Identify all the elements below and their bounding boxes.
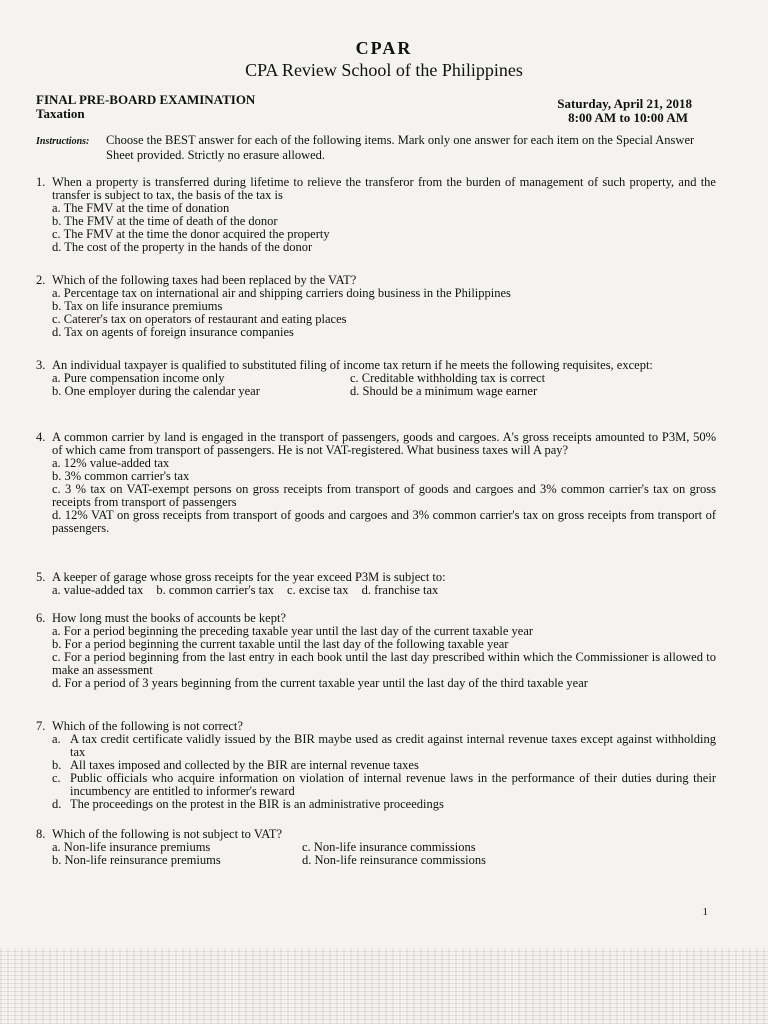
question-number: 1.	[36, 175, 46, 189]
option: b. One employer during the calendar year	[52, 384, 260, 398]
option: c. Creditable withholding tax is correct	[350, 371, 546, 385]
option: a. For a period beginning the preceding taxable year until the last day of the current taxable year	[52, 624, 534, 638]
option: a. Non-life insurance premiums	[52, 840, 211, 854]
option: A tax credit certificate validly issued by the BIR maybe used as credit against internal revenue taxes except against withholding tax	[70, 732, 716, 759]
option: b. common carrier's tax	[156, 583, 274, 597]
question-stem: Which of the following is not subject to VAT?	[52, 827, 283, 841]
option: b. 3% common carrier's tax	[52, 469, 190, 483]
option: c. For a period beginning from the last entry in each book until the last day prescribed within which the Commissioner is allowed to make an assessment	[52, 650, 716, 677]
option: All taxes imposed and collected by the BIR are internal revenue taxes	[70, 758, 419, 772]
option: c. The FMV at the time the donor acquired the property	[52, 227, 330, 241]
exam-subject: Taxation	[36, 106, 85, 121]
option-letter: c.	[52, 771, 61, 785]
option: d. Tax on agents of foreign insurance companies	[52, 325, 294, 339]
question-stem: A keeper of garage whose gross receipts for the year exceed P3M is subject to:	[52, 570, 446, 584]
option: a. Percentage tax on international air and shipping carriers doing business in the Philippines	[52, 286, 511, 300]
option: c. Caterer's tax on operators of restaurant and eating places	[52, 312, 347, 326]
question-stem: An individual taxpayer is qualified to substituted filing of income tax return if he meets the following requisites, except:	[52, 358, 653, 372]
option-letter: a.	[52, 732, 61, 746]
scan-noise-strip	[0, 948, 768, 1024]
option: a. Pure compensation income only	[52, 371, 225, 385]
page-number: 1	[702, 906, 708, 918]
question-8	[36, 828, 716, 867]
question-3	[36, 359, 716, 398]
question-stem: Which of the following taxes had been replaced by the VAT?	[52, 273, 357, 287]
question-number: 6.	[36, 611, 46, 625]
option: b. The FMV at the time of death of the donor	[52, 214, 278, 228]
question-stem: A common carrier by land is engaged in the transport of passengers, goods and cargoes. A's gross receipts amounted to P3M, 50% of which came from transport of passengers. He is not VAT-registered. What business taxes will A pay?	[52, 430, 716, 457]
option: c. 3 % tax on VAT-exempt persons on gross receipts from transport of goods and cargoes and 3% common carrier's tax on gross receipts from transport of passengers	[52, 482, 716, 509]
exam-date: Saturday, April 21, 2018	[557, 96, 692, 111]
option: b. For a period beginning the current taxable until the last day of the following taxable year	[52, 637, 509, 651]
instructions-text: Choose the BEST answer for each of the following items. Mark only one answer for each item on the Special Answer Sheet provided. Strictly no erasure allowed.	[106, 133, 695, 162]
option-letter: b.	[52, 758, 62, 772]
option: d. franchise tax	[361, 583, 439, 597]
question-number: 3.	[36, 358, 46, 372]
option: c. excise tax	[287, 583, 349, 597]
question-number: 2.	[36, 273, 46, 287]
question-number: 5.	[36, 570, 46, 584]
option: b. Tax on life insurance premiums	[52, 299, 223, 313]
option-letter: d.	[52, 797, 62, 811]
option: The proceedings on the protest in the BIR is an administrative proceedings	[70, 797, 444, 811]
org-subtitle: CPA Review School of the Philippines	[245, 60, 523, 80]
exam-time: 8:00 AM to 10:00 AM	[568, 110, 688, 125]
option: Public officials who acquire information on violation of internal revenue laws in the performance of their duties during their incumbency are entitled to informer's reward	[70, 771, 716, 798]
instructions-label: Instructions:	[36, 136, 90, 147]
option: a. value-added tax	[52, 583, 144, 597]
option: d. Should be a minimum wage earner	[350, 384, 538, 398]
question-stem: When a property is transferred during lifetime to relieve the transferor from the burden of management of such property, and the transfer is subject to tax, the basis of the tax is	[52, 175, 716, 202]
option: c. Non-life insurance commissions	[302, 840, 476, 854]
question-number: 4.	[36, 430, 46, 444]
option: d. For a period of 3 years beginning from the current taxable year until the last day of the third taxable year	[52, 676, 588, 690]
exam-name: FINAL PRE-BOARD EXAMINATION	[36, 92, 256, 107]
question-stem: Which of the following is not correct?	[52, 719, 243, 733]
option: d. 12% VAT on gross receipts from transport of goods and cargoes and 3% common carrier's tax on gross receipts from transport of passengers.	[52, 508, 716, 535]
question-1	[36, 176, 716, 254]
question-6	[36, 612, 716, 690]
org-title: CPAR	[355, 38, 413, 58]
option: a. 12% value-added tax	[52, 456, 170, 470]
question-7	[36, 720, 716, 811]
instructions	[36, 133, 716, 163]
question-5	[36, 571, 716, 597]
option: d. Non-life reinsurance commissions	[302, 853, 486, 867]
question-number: 8.	[36, 827, 46, 841]
option: b. Non-life reinsurance premiums	[52, 853, 221, 867]
question-number: 7.	[36, 719, 46, 733]
option: a. The FMV at the time of donation	[52, 201, 230, 215]
question-2	[36, 274, 716, 339]
question-stem: How long must the books of accounts be kept?	[52, 611, 286, 625]
question-4	[36, 431, 716, 535]
option: d. The cost of the property in the hands of the donor	[52, 240, 313, 254]
